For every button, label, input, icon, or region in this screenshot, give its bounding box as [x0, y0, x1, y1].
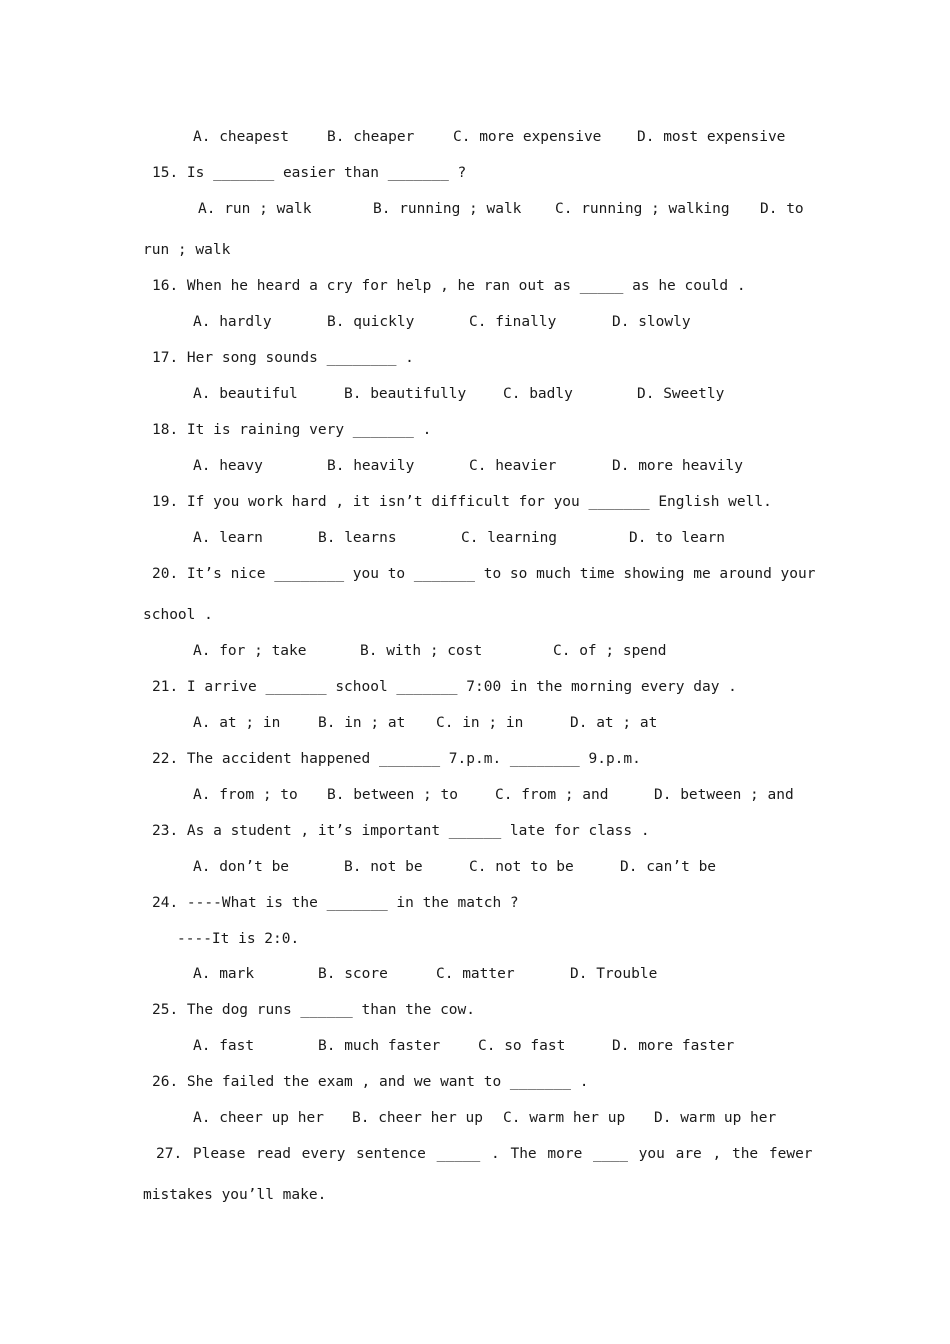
q24-option-b[interactable]: B. score — [318, 966, 388, 982]
q25-stem: 25. The dog runs ______ than the cow. — [152, 1002, 476, 1018]
q15-option-b[interactable]: B. running ; walk — [373, 201, 522, 217]
q24-option-c[interactable]: C. matter — [436, 966, 515, 982]
q15-option-d[interactable]: D. to — [760, 201, 804, 217]
q14-option-b[interactable]: B. cheaper — [327, 129, 415, 145]
q21-option-c[interactable]: C. in ; in — [436, 715, 524, 731]
q23-option-c[interactable]: C. not to be — [469, 859, 574, 875]
q14-option-c[interactable]: C. more expensive — [453, 129, 602, 145]
q15-option-c[interactable]: C. running ; walking — [555, 201, 730, 217]
q15-stem: 15. Is _______ easier than _______ ? — [152, 165, 467, 181]
q19-option-c[interactable]: C. learning — [461, 530, 558, 546]
q23-option-b[interactable]: B. not be — [344, 859, 423, 875]
q25-option-c[interactable]: C. so fast — [478, 1038, 566, 1054]
q19-option-d[interactable]: D. to learn — [629, 530, 726, 546]
q22-stem: 22. The accident happened _______ 7.p.m. ________ 9.p.m. — [152, 751, 641, 767]
q21-stem: 21. I arrive _______ school _______ 7:00 in the morning every day . — [152, 679, 737, 695]
q23-stem: 23. As a student , it’s important ______ late for class . — [152, 823, 650, 839]
q17-option-c[interactable]: C. badly — [503, 386, 573, 402]
q21-option-b[interactable]: B. in ; at — [318, 715, 406, 731]
q20-option-c[interactable]: C. of ; spend — [553, 643, 667, 659]
q26-option-c[interactable]: C. warm her up — [503, 1110, 626, 1126]
q22-option-b[interactable]: B. between ; to — [327, 787, 458, 803]
q25-option-b[interactable]: B. much faster — [318, 1038, 441, 1054]
q26-option-a[interactable]: A. cheer up her — [193, 1110, 324, 1126]
q19-stem: 19. If you work hard , it isn’t difficult for you _______ English well. — [152, 494, 772, 510]
q24-option-d[interactable]: D. Trouble — [570, 966, 658, 982]
q22-option-a[interactable]: A. from ; to — [193, 787, 298, 803]
q20-stem-wrap: school . — [143, 607, 213, 623]
q17-option-d[interactable]: D. Sweetly — [637, 386, 725, 402]
q18-option-d[interactable]: D. more heavily — [612, 458, 743, 474]
q22-option-c[interactable]: C. from ; and — [495, 787, 609, 803]
q24-option-a[interactable]: A. mark — [193, 966, 255, 982]
q27-stem-wrap: mistakes you’ll make. — [143, 1187, 327, 1203]
q17-option-a[interactable]: A. beautiful — [193, 386, 298, 402]
q14-option-a[interactable]: A. cheapest — [193, 129, 290, 145]
q20-stem: 20. It’s nice ________ you to _______ to so much time showing me around your — [152, 566, 816, 582]
q23-option-a[interactable]: A. don’t be — [193, 859, 290, 875]
q22-option-d[interactable]: D. between ; and — [654, 787, 794, 803]
q16-option-a[interactable]: A. hardly — [193, 314, 272, 330]
q15-option-a[interactable]: A. run ; walk — [198, 201, 312, 217]
q18-stem: 18. It is raining very _______ . — [152, 422, 432, 438]
q18-option-c[interactable]: C. heavier — [469, 458, 557, 474]
q26-option-b[interactable]: B. cheer her up — [352, 1110, 483, 1126]
q19-option-a[interactable]: A. learn — [193, 530, 263, 546]
q17-stem: 17. Her song sounds ________ . — [152, 350, 414, 366]
q21-option-a[interactable]: A. at ; in — [193, 715, 281, 731]
q20-option-a[interactable]: A. for ; take — [193, 643, 307, 659]
q16-stem: 16. When he heard a cry for help , he ran out as _____ as he could . — [152, 278, 746, 294]
q20-option-b[interactable]: B. with ; cost — [360, 643, 483, 659]
q24-reply: ----It is 2:0. — [177, 931, 300, 947]
q26-option-d[interactable]: D. warm up her — [654, 1110, 777, 1126]
q18-option-b[interactable]: B. heavily — [327, 458, 415, 474]
q26-stem: 26. She failed the exam , and we want to _______ . — [152, 1074, 589, 1090]
q25-option-a[interactable]: A. fast — [193, 1038, 255, 1054]
q27-stem: 27. Please read every sentence _____ . The more ____ you are , the fewer — [156, 1146, 813, 1162]
q16-option-c[interactable]: C. finally — [469, 314, 557, 330]
q15-option-d-wrap: run ; walk — [143, 242, 231, 258]
q23-option-d[interactable]: D. can’t be — [620, 859, 717, 875]
q18-option-a[interactable]: A. heavy — [193, 458, 263, 474]
q24-stem: 24. ----What is the _______ in the match ? — [152, 895, 519, 911]
q21-option-d[interactable]: D. at ; at — [570, 715, 658, 731]
q14-option-d[interactable]: D. most expensive — [637, 129, 786, 145]
q16-option-b[interactable]: B. quickly — [327, 314, 415, 330]
q25-option-d[interactable]: D. more faster — [612, 1038, 735, 1054]
q17-option-b[interactable]: B. beautifully — [344, 386, 467, 402]
q16-option-d[interactable]: D. slowly — [612, 314, 691, 330]
q19-option-b[interactable]: B. learns — [318, 530, 397, 546]
